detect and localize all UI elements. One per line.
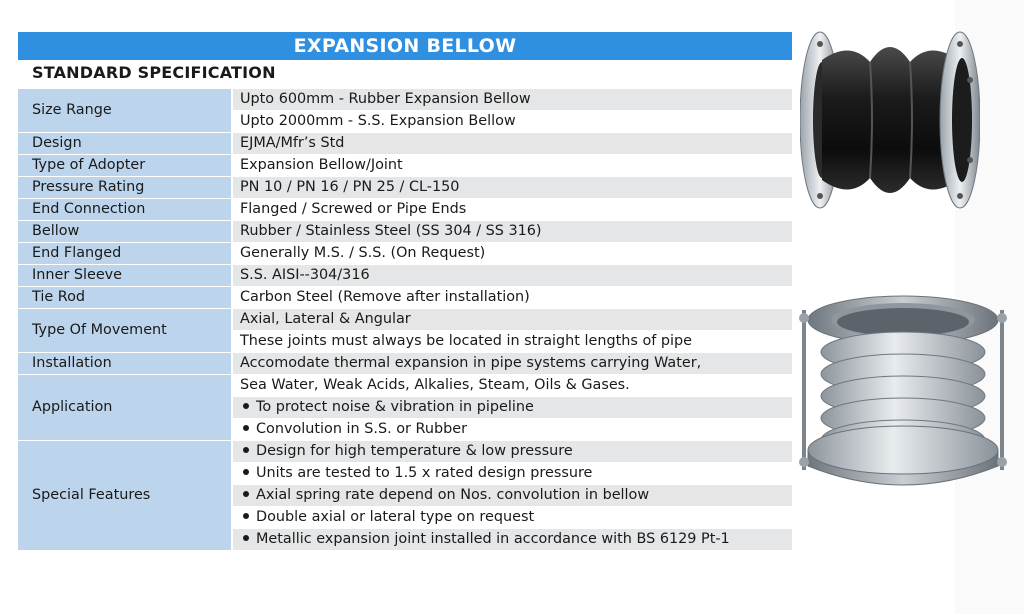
- table-row: [18, 353, 792, 375]
- row-label: End Flanged: [18, 243, 233, 265]
- bullet-text: Double axial or lateral type on request: [256, 509, 535, 525]
- row-label: Bellow: [18, 221, 233, 243]
- row-label: Installation: [18, 353, 233, 375]
- row-label: Type Of Movement: [18, 309, 233, 353]
- bullet-text: To protect noise & vibration in pipeline: [256, 399, 534, 415]
- row-value: [233, 529, 792, 551]
- row-value: Generally M.S. / S.S. (On Request): [233, 243, 792, 265]
- steel-bellow-image: [796, 290, 1010, 494]
- row-value: Upto 2000mm - S.S. Expansion Bellow: [233, 111, 792, 133]
- row-label: Size Range: [18, 89, 233, 133]
- row-value: S.S. AISI--304/316: [233, 265, 792, 287]
- bullet-icon: [243, 447, 249, 453]
- row-value: [233, 485, 792, 507]
- row-label: Type of Adopter: [18, 155, 233, 177]
- table-row: [18, 133, 792, 155]
- row-value: Sea Water, Weak Acids, Alkalies, Steam, Oils & Gases.: [233, 375, 792, 397]
- row-label: Special Features: [18, 441, 233, 551]
- row-value: [233, 441, 792, 463]
- bullet-text: Convolution in S.S. or Rubber: [256, 421, 468, 437]
- row-value: EJMA/Mfr’s Std: [233, 133, 792, 155]
- section-subtitle: STANDARD SPECIFICATION: [32, 63, 276, 82]
- table-row: [18, 243, 792, 265]
- row-value: These joints must always be located in straight lengths of pipe: [233, 331, 792, 353]
- row-value: [233, 419, 792, 441]
- table-row: [18, 221, 792, 243]
- bullet-text: Axial spring rate depend on Nos. convolution in bellow: [256, 487, 650, 503]
- rubber-bellow-image: [800, 20, 980, 220]
- row-value: Flanged / Screwed or Pipe Ends: [233, 199, 792, 221]
- row-label: Inner Sleeve: [18, 265, 233, 287]
- bullet-icon: [243, 491, 249, 497]
- row-value: PN 10 / PN 16 / PN 25 / CL-150: [233, 177, 792, 199]
- row-value: [233, 397, 792, 419]
- row-value: Carbon Steel (Remove after installation): [233, 287, 792, 309]
- bullet-icon: [243, 425, 249, 431]
- table-row: [18, 89, 792, 111]
- spec-table: [18, 89, 792, 551]
- bullet-icon: [243, 469, 249, 475]
- bullet-icon: [243, 535, 249, 541]
- row-value: [233, 507, 792, 529]
- row-value: Rubber / Stainless Steel (SS 304 / SS 316): [233, 221, 792, 243]
- bullet-icon: [243, 403, 249, 409]
- table-row: [18, 441, 792, 463]
- table-row: [18, 265, 792, 287]
- row-label: Design: [18, 133, 233, 155]
- table-row: [18, 287, 792, 309]
- bullet-text: Design for high temperature & low pressure: [256, 443, 573, 459]
- row-value: Axial, Lateral & Angular: [233, 309, 792, 331]
- row-value: Expansion Bellow/Joint: [233, 155, 792, 177]
- table-row: [18, 155, 792, 177]
- table-row: [18, 375, 792, 397]
- row-value: [233, 463, 792, 485]
- page-title: EXPANSION BELLOW: [18, 32, 792, 60]
- table-row: [18, 309, 792, 331]
- row-label: Tie Rod: [18, 287, 233, 309]
- bullet-icon: [243, 513, 249, 519]
- row-label: Pressure Rating: [18, 177, 233, 199]
- bullet-text: Metallic expansion joint installed in accordance with BS 6129 Pt-1: [256, 531, 730, 547]
- row-label: End Connection: [18, 199, 233, 221]
- row-value: Accomodate thermal expansion in pipe systems carrying Water,: [233, 353, 792, 375]
- row-label: Application: [18, 375, 233, 441]
- table-row: [18, 199, 792, 221]
- row-value: Upto 600mm - Rubber Expansion Bellow: [233, 89, 792, 111]
- bullet-text: Units are tested to 1.5 x rated design pressure: [256, 465, 593, 481]
- table-row: [18, 177, 792, 199]
